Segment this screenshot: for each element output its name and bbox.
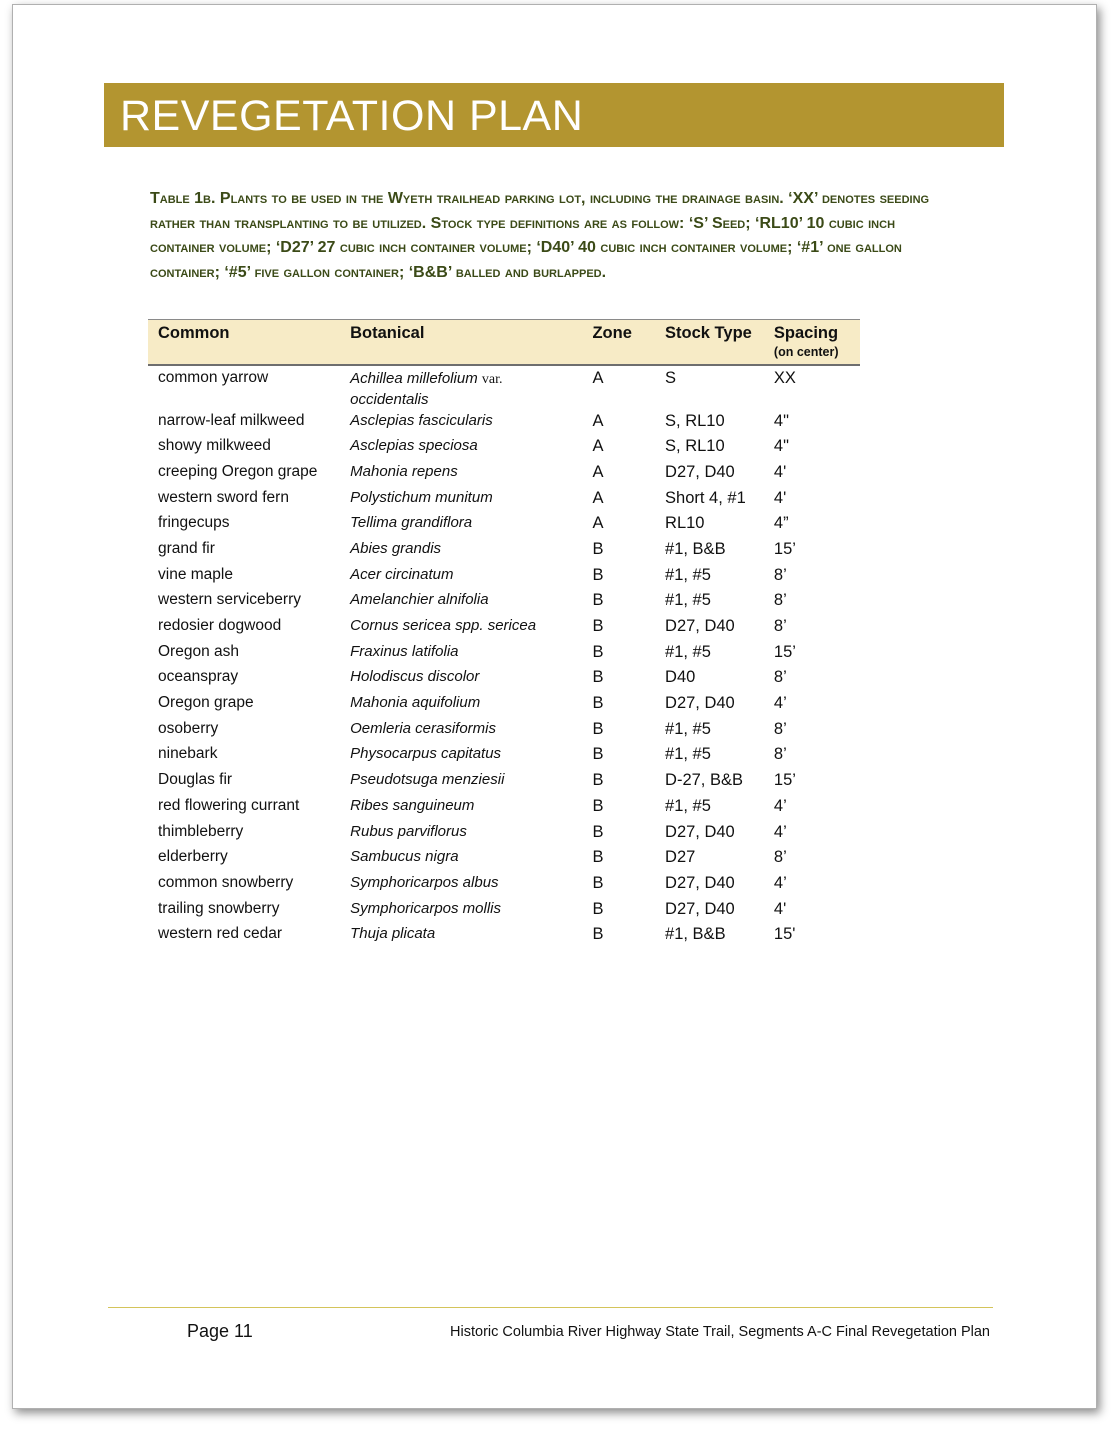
cell-spacing: 15’ bbox=[773, 642, 796, 661]
cell-spacing: 8’ bbox=[773, 719, 787, 738]
cell-spacing: 8’ bbox=[773, 565, 787, 584]
table-row bbox=[148, 589, 860, 615]
table-row bbox=[148, 872, 860, 898]
table-row bbox=[148, 410, 860, 436]
section-banner bbox=[104, 83, 1004, 147]
table-row bbox=[148, 821, 860, 847]
cell-stock-type: #1, #5 bbox=[665, 591, 711, 610]
cell-spacing: 4" bbox=[773, 411, 789, 430]
cell-spacing: 8’ bbox=[773, 745, 787, 764]
cell-zone: B bbox=[592, 925, 604, 944]
cell-botanical: Mahonia repens bbox=[350, 462, 458, 480]
table-row bbox=[148, 512, 860, 538]
cell-zone: B bbox=[592, 899, 604, 918]
document-title-footer: Historic Columbia River Highway State Trail, Segments A-C Final Revegetation Plan bbox=[450, 1324, 990, 1340]
cell-botanical: Acer circinatum bbox=[350, 565, 454, 583]
cell-common: creeping Oregon grape bbox=[158, 462, 318, 480]
cell-zone: A bbox=[592, 488, 604, 507]
cell-common: vine maple bbox=[158, 565, 233, 583]
cell-common: fringecups bbox=[158, 514, 230, 532]
cell-common: elderberry bbox=[158, 848, 228, 866]
cell-zone: B bbox=[592, 771, 604, 790]
header-common: Common bbox=[148, 320, 340, 365]
cell-zone: B bbox=[592, 642, 604, 661]
cell-zone: B bbox=[592, 668, 604, 687]
cell-botanical: Physocarpus capitatus bbox=[350, 745, 502, 763]
table-row bbox=[148, 743, 860, 769]
cell-botanical: Holodiscus discolor bbox=[350, 668, 480, 686]
table-row bbox=[148, 615, 860, 641]
cell-stock-type: D-27, B&B bbox=[665, 771, 743, 790]
cell-stock-type: #1, B&B bbox=[665, 925, 726, 944]
cell-spacing: 4’ bbox=[773, 694, 787, 713]
cell-spacing: 4’ bbox=[773, 796, 787, 815]
cell-common: oceanspray bbox=[158, 668, 239, 686]
table-header bbox=[148, 320, 860, 365]
cell-botanical: Asclepias speciosa bbox=[350, 437, 478, 455]
table-row bbox=[148, 435, 860, 461]
cell-spacing: 8’ bbox=[773, 591, 787, 610]
cell-zone: B bbox=[592, 539, 604, 558]
table-row bbox=[148, 487, 860, 513]
cell-stock-type: S, RL10 bbox=[665, 411, 725, 430]
table-body bbox=[148, 365, 860, 949]
table-caption: Table 1b. Plants to be used in the Wyeth trailhead parking lot, including the drainage basin. ‘XX’ denotes seeding rather than transplanting to be utilized. Stock type definitions are as follow: ‘S’ Seed; ‘RL10’ 10 cubic inch container volume; ‘D27’ 27 cubic inch container volume; ‘D40’ 40 cubic inch container volume; ‘#1’ one gallon container; ‘#5’ five gallon container; ‘B&B’ balled and burlapped. bbox=[150, 190, 930, 281]
table-row bbox=[148, 538, 860, 564]
cell-stock-type: #1, #5 bbox=[665, 642, 711, 661]
cell-spacing: 15' bbox=[773, 925, 796, 944]
cell-common: osoberry bbox=[158, 719, 219, 737]
cell-stock-type: #1, #5 bbox=[665, 719, 711, 738]
table-row bbox=[148, 641, 860, 667]
table-row bbox=[148, 564, 860, 590]
cell-stock-type: D27, D40 bbox=[665, 822, 735, 841]
cell-common: common yarrow bbox=[158, 368, 269, 386]
table-row bbox=[148, 795, 860, 821]
cell-stock-type: RL10 bbox=[665, 514, 705, 533]
cell-spacing: XX bbox=[773, 368, 796, 387]
cell-common: Douglas fir bbox=[158, 771, 233, 789]
cell-common: trailing snowberry bbox=[158, 899, 280, 917]
header-stock-type: Stock Type bbox=[655, 320, 764, 365]
botanical-variety: occidentalis bbox=[350, 390, 429, 408]
cell-spacing: 4’ bbox=[773, 873, 787, 892]
cell-zone: B bbox=[592, 796, 604, 815]
cell-zone: A bbox=[592, 368, 604, 387]
table-row bbox=[148, 718, 860, 744]
cell-zone: B bbox=[592, 745, 604, 764]
table-row bbox=[148, 898, 860, 924]
cell-zone: B bbox=[592, 617, 604, 635]
cell-common: western sword fern bbox=[158, 488, 289, 506]
botanical-name: Achillea millefolium bbox=[350, 369, 478, 387]
cell-spacing: 8’ bbox=[773, 617, 787, 635]
cell-stock-type: D27, D40 bbox=[665, 617, 735, 635]
table-row bbox=[148, 923, 860, 949]
cell-zone: A bbox=[592, 462, 604, 481]
cell-stock-type: #1, #5 bbox=[665, 796, 711, 815]
cell-botanical: Tellima grandiflora bbox=[350, 514, 473, 532]
header-spacing-sublabel: (on center) bbox=[773, 345, 839, 359]
cell-stock-type: D27, D40 bbox=[665, 899, 735, 918]
table-row bbox=[148, 461, 860, 487]
cell-common: narrow-leaf milkweed bbox=[158, 411, 305, 429]
table-row bbox=[148, 666, 860, 692]
cell-zone: B bbox=[592, 873, 604, 892]
table-row bbox=[148, 365, 860, 410]
table-row bbox=[148, 846, 860, 872]
cell-botanical: Symphoricarpos albus bbox=[350, 873, 499, 891]
cell-common: western serviceberry bbox=[158, 591, 301, 609]
cell-stock-type: #1, B&B bbox=[665, 539, 726, 558]
cell-botanical: Abies grandis bbox=[350, 539, 442, 557]
cell-zone: B bbox=[592, 591, 604, 610]
cell-zone: B bbox=[592, 694, 604, 713]
table-row bbox=[148, 769, 860, 795]
cell-stock-type: Short 4, #1 bbox=[665, 488, 746, 507]
table-row bbox=[148, 692, 860, 718]
cell-spacing: 4’ bbox=[773, 822, 787, 841]
cell-botanical: Amelanchier alnifolia bbox=[350, 591, 489, 609]
cell-zone: B bbox=[592, 719, 604, 738]
cell-botanical: Oemleria cerasiformis bbox=[350, 719, 497, 737]
cell-stock-type: #1, #5 bbox=[665, 745, 711, 764]
page-number: Page 11 bbox=[187, 1321, 253, 1341]
cell-botanical: Symphoricarpos mollis bbox=[350, 899, 502, 917]
table-header-row bbox=[148, 320, 860, 365]
cell-common: Oregon grape bbox=[158, 694, 254, 712]
document-page bbox=[12, 4, 1097, 1409]
cell-stock-type: D27 bbox=[665, 848, 696, 867]
cell-zone: A bbox=[592, 411, 604, 430]
cell-stock-type: D27, D40 bbox=[665, 694, 735, 713]
cell-spacing: 15’ bbox=[773, 539, 796, 558]
cell-stock-type: S bbox=[665, 368, 677, 387]
cell-botanical: Asclepias fascicularis bbox=[350, 411, 493, 429]
cell-spacing: 4” bbox=[773, 514, 789, 533]
cell-common: common snowberry bbox=[158, 873, 294, 891]
header-spacing-label: Spacing bbox=[773, 324, 839, 342]
cell-zone: A bbox=[592, 514, 604, 533]
cell-common: redosier dogwood bbox=[158, 617, 282, 634]
section-title: REVEGETATION PLAN bbox=[120, 92, 584, 140]
cell-stock-type: S, RL10 bbox=[665, 437, 725, 456]
cell-botanical: Thuja plicata bbox=[350, 925, 436, 943]
cell-botanical: Fraxinus latifolia bbox=[350, 642, 459, 660]
cell-common: western red cedar bbox=[158, 925, 283, 943]
cell-botanical: Rubus parviflorus bbox=[350, 822, 467, 840]
cell-common: ninebark bbox=[158, 745, 218, 763]
cell-stock-type: D27, D40 bbox=[665, 462, 735, 481]
cell-spacing: 4" bbox=[773, 437, 789, 456]
footer-divider bbox=[108, 1307, 993, 1308]
cell-common: red flowering currant bbox=[158, 796, 300, 814]
cell-zone: B bbox=[592, 822, 604, 841]
cell-botanical bbox=[340, 365, 582, 410]
cell-spacing: 15’ bbox=[773, 771, 796, 790]
cell-stock-type: D27, D40 bbox=[665, 873, 735, 892]
cell-spacing: 8’ bbox=[773, 848, 787, 867]
cell-botanical: Cornus sericea spp. sericea bbox=[350, 617, 537, 634]
cell-botanical: Sambucus nigra bbox=[350, 848, 459, 866]
cell-spacing: 4' bbox=[773, 462, 787, 481]
cell-botanical: Mahonia aquifolium bbox=[350, 694, 481, 712]
botanical-var: var. bbox=[481, 371, 503, 387]
cell-zone: A bbox=[592, 437, 604, 456]
cell-common: Oregon ash bbox=[158, 642, 239, 660]
header-zone: Zone bbox=[582, 320, 655, 365]
botanical-name-wrap bbox=[350, 369, 582, 410]
header-botanical: Botanical bbox=[340, 320, 582, 365]
cell-spacing: 4' bbox=[773, 488, 787, 507]
cell-zone: B bbox=[592, 848, 604, 867]
cell-common: thimbleberry bbox=[158, 822, 244, 840]
cell-botanical: Pseudotsuga menziesii bbox=[350, 771, 505, 789]
cell-stock-type: #1, #5 bbox=[665, 565, 711, 584]
cell-common: grand fir bbox=[158, 539, 215, 557]
plant-table bbox=[148, 319, 860, 949]
cell-spacing: 8’ bbox=[773, 668, 787, 687]
cell-common: showy milkweed bbox=[158, 437, 271, 455]
header-spacing bbox=[764, 320, 860, 365]
cell-spacing: 4' bbox=[773, 899, 787, 918]
cell-botanical: Polystichum munitum bbox=[350, 488, 493, 506]
cell-zone: B bbox=[592, 565, 604, 584]
cell-stock-type: D40 bbox=[665, 668, 696, 687]
cell-botanical: Ribes sanguineum bbox=[350, 796, 475, 814]
